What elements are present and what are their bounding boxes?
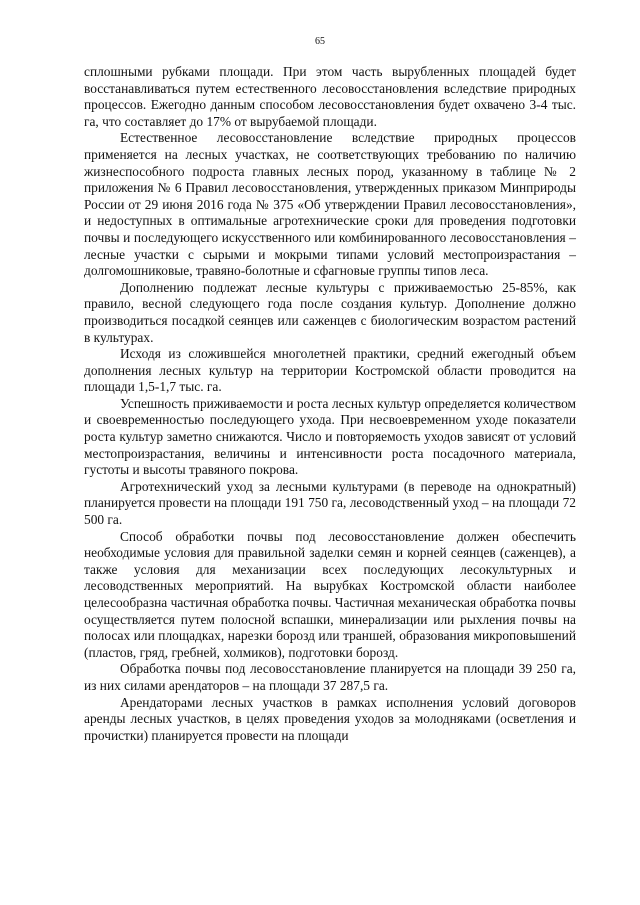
paragraph-annual-volume: Исходя из сложившейся многолетней практики, средний ежегодный объем дополнения лесных культур на территории Костромской области проводится на площади 1,5-1,7 тыс. га. <box>84 346 576 395</box>
paragraph-continuation: сплошными рубками площади. При этом часть вырубленных площадей будет восстанавливаться путем естественного лесовосстановления вследствие природных процессов. Ежегодно данным способом лесовосстановления будет охвачено 3-4 тыс. га, что составляет до 17% от вырубаемой площади. <box>84 64 576 129</box>
paragraph-tenants: Арендаторами лесных участков в рамках исполнения условий договоров аренды лесных участков, в целях проведения уходов за молодняками (осветления и прочистки) планируется провести на площади <box>84 694 576 743</box>
paragraph-supplement: Дополнению подлежат лесные культуры с приживаемостью 25-85%, как правило, весной следующего года после создания культур. Дополнение должно производиться посадкой сеянцев или саженцев с биологическим возрастом растений в культурах. <box>84 279 576 345</box>
page-number: 65 <box>315 36 325 47</box>
paragraph-natural-regeneration: Естественное лесовосстановление вследствие природных процессов применяется на лесных участках, не соответствующих требованию по наличию жизнеспособного подроста главных лесных пород, указанному в таблице № 2 приложения № 6 Правил лесовосстановления, утвержденных приказом Минприроды России от 29 июня 2016 года № 375 «Об утверждении Правил лесовосстановления», и недоступных в оптимальные агротехнические сроки для проведения подготовки почвы и последующего искусственного или комбинированного лесовосстановления – лесные участки с сырыми и мокрыми типами условий местопроизрастания – долгомошниковые, травяно-болотные и сфагновые группы типов леса. <box>84 130 576 279</box>
paragraph-soil-area: Обработка почвы под лесовосстановление планируется на площади 39 250 га, из них силами арендаторов – на площади 37 287,5 га. <box>84 661 576 693</box>
document-body <box>84 64 576 744</box>
paragraph-agrotechnical-care: Агротехнический уход за лесными культурами (в переводе на однократный) планируется провести на площади 191 750 га, лесоводственный уход – на площади 72 500 га. <box>84 478 576 528</box>
paragraph-soil-method: Способ обработки почвы под лесовосстановление должен обеспечить необходимые условия для правильной заделки семян и корней сеянцев (саженцев), а также условия для механизации всех последующих лесокультурных и лесоводственных мероприятий. На вырубках Костромской области наиболее целесообразна частичная обработка почвы. Частичная механическая обработка почвы осуществляется путем полосной вспашки, минерализации или рыхления почвы на полосах или площадках, нарезки борозд или траншей, образования микроповышений (пластов, гряд, гребней, холмиков), подготовки борозд. <box>84 528 576 660</box>
paragraph-survival-success: Успешность приживаемости и роста лесных культур определяется количеством и своевременностью последующего ухода. При несвоевременном уходе показатели роста культур заметно снижаются. Число и повторяемость уходов зависят от условий местопроизрастания, величины и интенсивности роста посадочного материала, густоты и высоты травяного покрова. <box>84 395 576 478</box>
